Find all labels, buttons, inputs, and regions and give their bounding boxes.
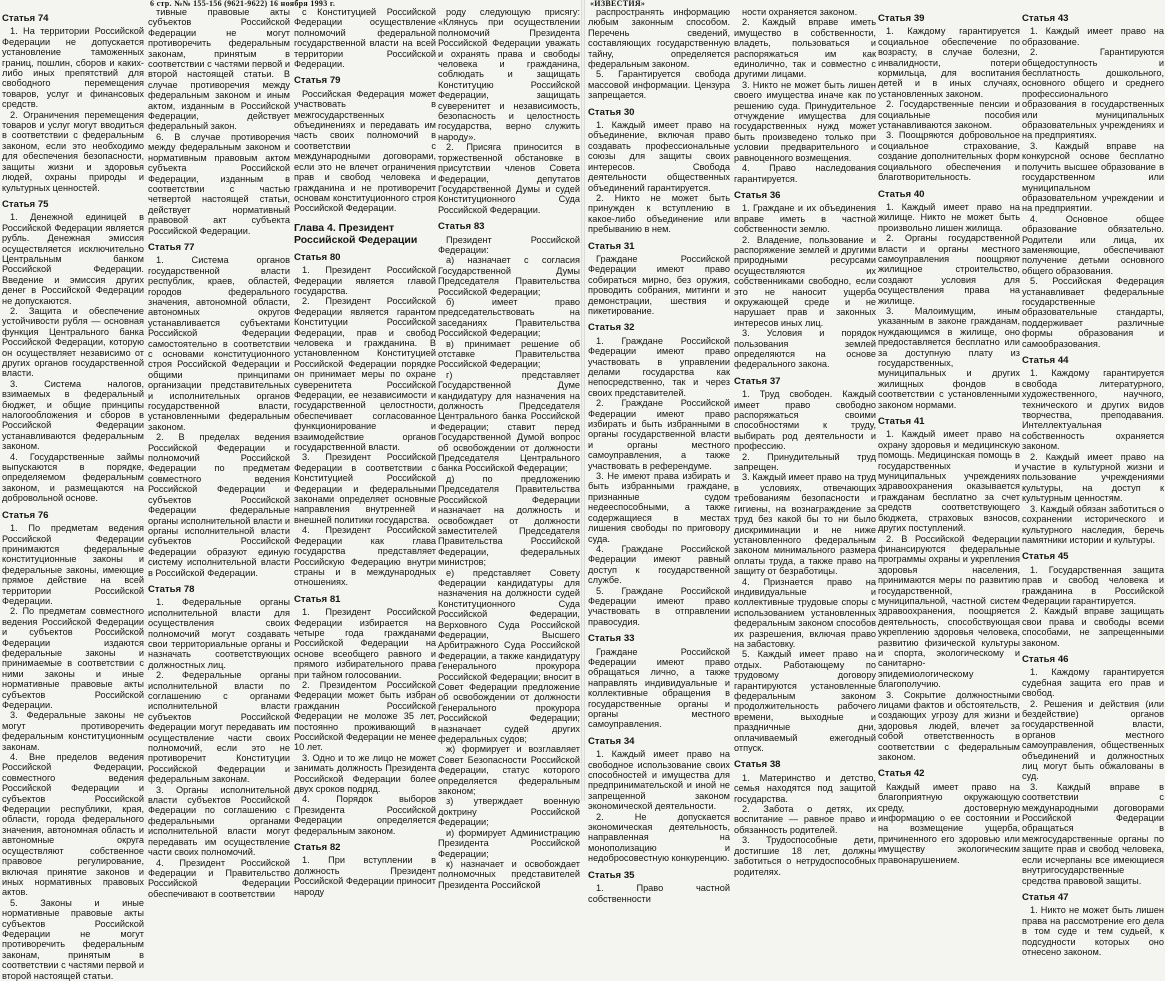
column — [438, 7, 580, 890]
article-title: Статья 74 — [2, 13, 49, 24]
article-paragraph: 3. Органы исполнительной власти субъектов Российской Федерации по соглашению с федеральными органами исполнительной власти могут передавать им осуществление части своих полномочий. — [148, 784, 290, 858]
column — [878, 7, 1020, 865]
page-header: 6 стр. №№ 155-156 (9621-9622) 16 ноября 1993 г. — [150, 0, 336, 8]
article — [294, 76, 436, 213]
article-paragraph: 2. Государственные пенсии и социальные пособия устанавливаются законом. — [878, 99, 1020, 131]
article-paragraph: 3. Малоимущим, иным указанным в законе гражданам, нуждающимся в жилище, оно предоставляется бесплатно или за доступную плату из государственных, муниципальных и других жилищных фондов в соответствии с установленными законом нормами. — [878, 305, 1020, 410]
article-paragraph: 3. Каждый вправе на конкурсной основе бесплатно получить высшее образование в государственном или муниципальном образовательном учреждении и на предприятии. — [1022, 140, 1164, 214]
article-paragraph: 2. Федеральные органы исполнительной власти по соглашению с органами исполнительной власти субъектов Российской Федерации могут передавать им осуществление части своих полномочий, если это не противоречит Конституции Российской Федерации и федеральным законам. — [148, 670, 290, 785]
article-paragraph: 4. Президент Российской Федерации как глава государства представляет Российскую Федерацию внутри страны и в международных отношениях. — [294, 525, 436, 588]
article-paragraph: 2. В пределах ведения Российской Федерации и полномочий Российской Федерации по предметам совместного ведения Российской Федерации и субъектов Российской Федерации федеральные органы исполнительной власти и органы исполнительной власти субъектов Российской Федерации образуют единую систему исполнительной власти в Российской Федерации. — [148, 432, 290, 578]
article — [438, 7, 580, 215]
article — [588, 737, 730, 864]
article-paragraph: 3. Федеральные законы не могут противоречить федеральным конституционным законам. — [2, 710, 144, 752]
article-paragraph: 1. По предметам ведения Российской Федерации принимаются федеральные конституционные законы и федеральные законы, имеющие прямое действие на всей территории Российской Федерации. — [2, 523, 144, 606]
article — [878, 417, 1020, 762]
article-paragraph: 1. Каждому гарантируется судебная защита его прав и свобод. — [1022, 667, 1164, 699]
article — [148, 243, 290, 578]
article — [878, 14, 1020, 183]
article-title: Статья 39 — [878, 13, 925, 24]
right-page — [584, 0, 1165, 957]
article-paragraph: 3. Никто не может быть лишен своего имущества иначе как по решению суда. Принудительное отчуждение имущества для государственных нужд может быть произведено только при условии предварительного и равноценного возмещения. — [734, 79, 876, 163]
article-paragraph: 2. Каждый имеет право на участие в культурной жизни и пользование учреждениями культуры, на доступ к культурным ценностям. — [1022, 451, 1164, 504]
article-paragraph: 2. Президент Российской Федерации является гарантом Конституции Российской Федерации, прав и свобод человека и гражданина. В установленном Конституцией Российской Федерации порядке он принимает меры по охране суверенитета Российской Федерации, ее независимости и государственной целостности, обеспечивает согласованное функционирование и взаимодействие органов государственной власти. — [294, 296, 436, 453]
article — [148, 7, 290, 236]
article-paragraph: 1. Каждый имеет право на жилище. Никто не может быть произвольно лишен жилища. — [878, 201, 1020, 233]
article-paragraph: 2. Защита и обеспечение устойчивости рубля — основная функция Центрального банка Российской Федерации, которую он осуществляет независимо от других органов государственной власти. — [2, 305, 144, 379]
article-paragraph: 1. Каждый имеет право на свободное использование своих способностей и имущества для предпринимательской и иной не запрещенной законом экономической деятельности. — [588, 749, 730, 812]
article-paragraph: 2. В Российской Федерации финансируются федеральные программы охраны и укрепления здоровья населения, принимаются меры по развитию государственной, муниципальной, частной систем здравоохранения, поощряется деятельность, способствующая укреплению здоровья человека, развитию физической культуры и спорта, экологическому и санитарно-эпидемиологическому благополучию. — [878, 533, 1020, 690]
article-paragraph: 1. На территории Российской Федерации не допускается установление таможенных границ, пошлин, сборов и каких-либо иных препятствий для свободного перемещения товаров, услуг и финансовых средств. — [2, 26, 144, 110]
article-title: Статья 76 — [2, 509, 49, 521]
article-paragraph: 2. По предметам совместного ведения Российской Федерации и субъектов Российской Федерации издаются федеральные законы и принимаемые в соответствии с ними законы и иные нормативные правовые акты субъектов Российской Федерации. — [2, 606, 144, 710]
article-paragraph: 1. Денежной единицей в Российской Федерации является рубль. Денежная эмиссия осуществляется исключительно Центральным банком Российской Федерации. Введение и эмиссия других денег в Российской Федерации не допускаются. — [2, 212, 144, 306]
article-paragraph: г) представляет Государственной Думе кандидатуру для назначения на должность Председателя Центрального банка Российской Федерации; ставит перед Государственной Думой вопрос об освобождении от должности Председателя Центрального банка Российской Федерации; — [438, 369, 580, 474]
article-title: Статья 78 — [148, 583, 195, 595]
article-paragraph: 2. Органы государственной власти и органы местного самоуправления поощряют жилищное строительство, создают условия для осуществления права на жилище. — [878, 233, 1020, 306]
article — [294, 843, 436, 897]
article-paragraph: 5. Каждый имеет право на отдых. Работающему по трудовому договору гарантируются установленные федеральным законом продолжительность рабочего времени, выходные и праздничные дни, оплачиваемый ежегодный отпуск. — [734, 649, 876, 754]
article — [588, 7, 730, 101]
article-paragraph: 3. Поощряются добровольное социальное страхование, создание дополнительных форм социального обеспечения и благотворительность. — [878, 130, 1020, 183]
article-title: Статья 77 — [148, 241, 195, 253]
article — [1022, 655, 1164, 886]
column — [588, 7, 730, 904]
article — [148, 585, 290, 899]
article-paragraph: 5. Граждане Российской Федерации имеют право участвовать в отправлении правосудия. — [588, 585, 730, 627]
article-title: Статья 45 — [1022, 551, 1069, 563]
article-paragraph: 1. Федеральные органы исполнительной власти для осуществления своих полномочий могут создавать свои территориальные органы и назначать соответствующих должностных лиц. — [148, 597, 290, 670]
article-paragraph: 1. Каждый имеет право на охрану здоровья и медицинскую помощь. Медицинская помощь в государственных и муниципальных учреждениях здравоохранения оказывается гражданам бесплатно за счет средств соответствующего бюджета, страховых взносов, других поступлений. — [878, 429, 1020, 534]
article — [294, 595, 436, 836]
article-paragraph: 4. Государственные займы выпускаются в порядке, определяемом федеральным законом, и размещаются на добровольной основе. — [2, 451, 144, 504]
column — [148, 7, 290, 899]
article-paragraph: Российская Федерация может участвовать в межгосударственных объединениях и передавать им часть своих полномочий в соответствии с международными договорами, если это не влечет ограничения прав и свобод человека и гражданина и не противоречит основам конституционного строя Российской Федерации. — [294, 88, 436, 214]
article — [588, 323, 730, 627]
article-title: Статья 32 — [588, 322, 635, 334]
article-paragraph: е) представляет Совету Федерации кандидатуры для назначения на должности судей Конституционного Суда Российской Федерации, Верховного Суда Российской Федерации, Высшего Арбитражного Суда Российской Федерации, а также кандидатуру Генерального прокурора Российской Федерации; вносит в Совет Федерации предложение об освобождении от должности Генерального прокурора Российской Федерации; назначает судей других федеральных судов; — [438, 567, 580, 745]
column — [1022, 7, 1164, 957]
article-title: Статья 43 — [1022, 13, 1069, 24]
article — [2, 200, 144, 504]
article-paragraph: з) утверждает военную доктрину Российской Федерации; — [438, 796, 580, 828]
article-paragraph: 2. Принудительный труд запрещен. — [734, 451, 876, 473]
article-paragraph: 4. Президент Российской Федерации и Правительство Российской Федерации обеспечивают в соответствии — [148, 857, 290, 899]
article-paragraph: 3. Каждый имеет право на труд в условиях, отвечающих требованиям безопасности и гигиены, на вознаграждение за труд без какой бы то ни было дискриминации и не ниже установленного федеральным законом минимального размера оплаты труда, а также право на защиту от безработицы. — [734, 472, 876, 577]
article-title: Статья 75 — [2, 198, 49, 210]
article-paragraph: 1. Каждому гарантируется свобода литературного, художественного, научного, технического и других видов творчества, преподавания. Интеллектуальная собственность охраняется законом. — [1022, 368, 1164, 452]
article-paragraph: 2. Решения и действия (или бездействие) органов государственной власти, органов местного самоуправления, общественных объединений и должностных лиц могут быть обжалованы в суд. — [1022, 698, 1164, 782]
article — [438, 222, 580, 890]
article-title: Статья 47 — [1022, 891, 1069, 903]
article-paragraph: 3. Система налогов, взимаемых в федеральный бюджет, и общие принципы налогообложения и сборов в Российской Федерации устанавливаются федеральным законом. — [2, 378, 144, 452]
article — [1022, 552, 1164, 648]
article-paragraph: 4. Признается право на индивидуальные и коллективные трудовые споры с использованием установленных федеральным законом способов их разрешения, включая право на забастовку. — [734, 576, 876, 649]
article-paragraph: 2. Президентом Российской Федерации может быть избран гражданин Российской Федерации не моложе 35 лет, постоянно проживающий в Российской Федерации не менее 10 лет. — [294, 679, 436, 753]
article-title: Статья 41 — [878, 416, 925, 428]
article — [734, 7, 876, 184]
article-title: Статья 40 — [878, 188, 925, 200]
article-title: Статья 46 — [1022, 653, 1069, 665]
article-title: Статья 34 — [588, 735, 635, 747]
article-paragraph: 3. Одно и то же лицо не может занимать должность Президента Российской Федерации более двух сроков подряд. — [294, 752, 436, 795]
article-title: Статья 31 — [588, 240, 635, 252]
article-paragraph: 1. Каждому гарантируется социальное обеспечение по возрасту, в случае болезни, инвалидности, потери кормильца, для воспитания детей и в иных случаях, установленных законом. — [878, 26, 1020, 99]
article — [1022, 893, 1164, 957]
article — [294, 253, 436, 588]
article-paragraph: Граждане Российской Федерации имеют право собираться мирно, без оружия, проводить собрания, митинги и демонстрации, шествия и пикетирование. — [588, 253, 730, 316]
article-title: Статья 30 — [588, 106, 635, 118]
article — [588, 871, 730, 904]
article-title: Статья 33 — [588, 633, 635, 645]
article — [1022, 14, 1164, 349]
article-paragraph: ности охраняется законом. — [742, 7, 858, 17]
article — [588, 242, 730, 317]
article-paragraph: 3. Каждый обязан заботиться о сохранении исторического и культурного наследия, беречь памятники истории и культуры. — [1022, 503, 1164, 545]
article-paragraph: 1. Никто не может быть лишен права на рассмотрение его дела в том суде и тем судьей, к подсудности которых оно отнесено законом. — [1022, 905, 1164, 957]
article-title: Статья 44 — [1022, 355, 1069, 366]
article-paragraph: в) принимает решение об отставке Правительства Российской Федерации; — [438, 338, 580, 370]
article-paragraph: 3. Сокрытие должностными лицами фактов и обстоятельств, создающих угрозу для жизни и здоровья людей, влечет за собой ответственность в соответствии с федеральным законом. — [878, 689, 1020, 763]
article-paragraph: 3. Трудоспособные дети, достигшие 18 лет, должны заботиться о нетрудоспособных родителях. — [734, 835, 876, 877]
article — [588, 108, 730, 235]
article-paragraph: 1. Труд свободен. Каждый имеет право свободно распоряжаться своими способностями к труду, выбирать род деятельности и профессию. — [734, 389, 876, 452]
article-paragraph: 1. Государственная защита прав и свобод человека и гражданина в Российской Федерации гарантируется. — [1022, 564, 1164, 606]
article-title: Статья 81 — [294, 593, 341, 605]
article-paragraph: 1. При вступлении в должность Президент Российской Федерации приносит народу — [294, 855, 436, 897]
article-paragraph: 5. Российская Федерация устанавливает федеральные государственные образовательные стандарты, поддерживает различные формы образования и самообразования. — [1022, 276, 1164, 349]
article-paragraph: 3. Условия и порядок пользования землей определяются на основе федерального закона. — [734, 328, 876, 370]
article-title: Статья 35 — [588, 869, 635, 881]
article-paragraph: и) формирует Администрацию Президента Российской Федерации; — [438, 827, 580, 859]
article — [2, 511, 144, 981]
article-paragraph: 1. Президент Российской Федерации является главой государства. — [294, 265, 436, 296]
article-paragraph: 4. Право наследования гарантируется. — [734, 163, 876, 184]
article-paragraph: 3. Каждый вправе в соответствии с международными договорами Российской Федерации обращаться в межгосударственные органы по защите прав и свобод человека, если исчерпаны все имеющиеся внутригосударственные средства правовой защиты. — [1022, 781, 1164, 886]
article-paragraph: 1. Граждане и их объединения вправе иметь в частной собственности землю. — [734, 203, 876, 235]
article-paragraph: 1. Президент Российской Федерации избирается на четыре года гражданами Российской Федерации на основе всеобщего равного и прямого избирательного права при тайном голосовании. — [294, 607, 436, 680]
article-paragraph: к) назначает и освобождает полномочных представителей Президента Российской — [438, 858, 580, 890]
article-paragraph: 2. Каждый вправе защищать свои права и свободы всеми способами, не запрещенными законом. — [1022, 606, 1164, 648]
article — [1022, 356, 1164, 545]
article-title: Статья 79 — [294, 75, 341, 87]
article-paragraph: 1. Материнство и детство, семья находятся под защитой государства. — [734, 772, 876, 804]
article-paragraph: 4. Основное общее образование обязательно. Родители или лица, их заменяющие, обеспечивают получение детьми основного общего образования. — [1022, 213, 1164, 276]
article-title: Статья 80 — [294, 251, 341, 263]
article-paragraph: 1. Каждый имеет право на объединение, включая право создавать профессиональные союзы для защиты своих интересов. Свобода деятельности общественных объединений гарантируется. — [588, 120, 730, 193]
article-paragraph: 2. Забота о детях, их воспитание — равное право и обязанность родителей. — [734, 804, 876, 835]
article — [588, 634, 730, 730]
article-paragraph: 1. Система органов государственной власти республик, краев, областей, городов федерального значения, автономной области, автономных округов устанавливается субъектами Российской Федерации самостоятельно в соответствии с основами конституционного строя Российской Федерации и общими принципами организации представительных и исполнительных органов государственной власти, установленными федеральным законом. — [148, 255, 290, 432]
article-paragraph: 4. Граждане Российской Федерации имеют равный доступ к государственной службе. — [588, 543, 730, 586]
article-paragraph: ж) формирует и возглавляет Совет Безопасности Российской Федерации, статус которого определяется федеральным законом; — [438, 744, 580, 797]
page-header: «ИЗВЕСТИЯ» — [590, 0, 646, 8]
column — [294, 7, 436, 897]
article-paragraph: 2. Ограничения перемещения товаров и услуг могут вводиться в соответствии с федеральным законом, если это необходимо для обеспечения безопасности, защиты жизни и здоровья людей, охраны природы и культурных ценностей. — [2, 109, 144, 193]
article — [734, 760, 876, 876]
column — [734, 7, 876, 877]
article-paragraph: 1. Право частной собственности — [588, 883, 730, 904]
article-title: Статья 42 — [878, 768, 925, 780]
column — [2, 7, 144, 981]
article — [294, 7, 436, 69]
article-paragraph: 3. Не имеют права избирать и быть избранными граждане, признанные судом недееспособными, а также содержащиеся в местах лишения свободы по приговору суда. — [588, 471, 730, 544]
article-paragraph: 4. Порядок выборов Президента Российской Федерации определяется федеральным законом. — [294, 794, 436, 836]
article-paragraph: 6. В случае противоречия между федеральным законом и нормативным правовым актом субъекта Российской Федерации, изданным в соответствии с частью четвертой настоящей статьи, действует нормативный правовой акт субъекта Российской Федерации. — [148, 131, 290, 236]
article-paragraph: Президент Российской Федерации: — [438, 234, 580, 255]
article-paragraph: 3. Президент Российской Федерации в соответствии с Конституцией Российской Федерации и федеральными законами определяет основные направления внутренней и внешней политики государства. — [294, 452, 436, 525]
article-paragraph: 1. Каждый имеет право на образование. — [1022, 26, 1164, 47]
article-paragraph: 2. Владение, пользование и распоряжение землей и другими природными ресурсами осуществляются их собственниками свободно, если это не наносит ущерба окружающей среде и не нарушает прав и законных интересов иных лиц. — [734, 234, 876, 328]
article-paragraph: 2. Присяга приносится в торжественной обстановке в присутствии членов Совета Федерации, депутатов Государственной Думы и судей Конституционного Суда Российской Федерации. — [438, 142, 580, 215]
article-paragraph: Граждане Российской Федерации имеют право обращаться лично, а также направлять индивидуальные и коллективные обращения в государственные органы и органы местного самоуправления. — [588, 646, 730, 730]
article-paragraph: 2. Никто не может быть принужден к вступлению в какое-либо объединение или пребыванию в нем. — [588, 192, 730, 235]
article-paragraph: с Конституцией Российской Федерации осуществление полномочий федеральной государственной власти на всей территории Российской Федерации. — [294, 7, 436, 70]
article — [734, 377, 876, 754]
article-paragraph: 2. Гарантируются общедоступность и бесплатность дошкольного, основного общего и среднего профессионального образования в государственных или муниципальных образовательных учреждениях и на предприятиях. — [1022, 47, 1164, 141]
article-title: Статья 83 — [438, 221, 485, 233]
article-title: Статья 36 — [734, 189, 781, 201]
article-paragraph: б) имеет право председательствовать на заседаниях Правительства Российской Федерации; — [438, 296, 580, 339]
article-paragraph: 5. Законы и иные нормативные правовые акты субъектов Российской Федерации не могут противоречить федеральным законам, принятым в соответствии с частями первой и второй настоящей статьи. — [2, 897, 144, 981]
article-paragraph: д) по предложению Председателя Правительства Российской Федерации назначает на должность и освобождает от должности заместителей Председателя Правительства Российской Федерации, федеральных министров; — [438, 473, 580, 568]
article-paragraph: 1. Граждане Российской Федерации имеют право участвовать в управлении делами государства как непосредственно, так и через своих представителей. — [588, 335, 730, 398]
article-paragraph: роду следующую присягу: «Клянусь при осуществлении полномочий Президента Российской Федерации уважать и охранять права и свободы человека и гражданина, соблюдать и защищать Конституцию Российской Федерации, защищать суверенитет и независимость, безопасность и целостность государства, верно служить народу». — [438, 7, 580, 142]
article — [2, 14, 144, 193]
article — [878, 190, 1020, 411]
left-page — [0, 0, 582, 981]
article-paragraph: распространять информацию любым законным способом. Перечень сведений, составляющих государственную тайну, определяется федеральным законом. — [588, 7, 730, 70]
article-paragraph: а) назначает с согласия Государственной Думы Председателя Правительства Российской Федерации; — [438, 255, 580, 297]
article-paragraph: 5. Гарантируется свобода массовой информации. Цензура запрещается. — [588, 69, 730, 101]
article — [734, 191, 876, 370]
article-paragraph: 4. Вне пределов ведения Российской Федерации, совместного ведения Российской Федерации и субъектов Российской Федерации республики, края, области, города федерального значения, автономная область и автономные округа осуществляют собственное правовое регулирование, включая принятие законов и иных нормативных правовых актов. — [2, 752, 144, 898]
article-title: Статья 37 — [734, 375, 781, 387]
article-paragraph: 2. Каждый вправе иметь имущество в собственности, владеть, пользоваться и распоряжаться им как единолично, так и совместно с другими лицами. — [734, 17, 876, 80]
article-title: Статья 38 — [734, 759, 781, 771]
article — [878, 769, 1020, 865]
article-title: Статья 82 — [294, 842, 341, 854]
article-paragraph: 2. Граждане Российской Федерации имеют право избирать и быть избранными в органы государственной власти и органы местного самоуправления, а также участвовать в референдуме. — [588, 398, 730, 471]
article-paragraph: Каждый имеет право на благоприятную окружающую среду, достоверную информацию о ее состоянии и на возмещение ущерба, причиненного его здоровью или имуществу экологическим правонарушением. — [878, 781, 1020, 865]
chapter-heading: Глава 4. Президент Российской Федерации — [294, 221, 418, 246]
article-paragraph: 2. Не допускается экономическая деятельность, направленная на монополизацию и недобросовестную конкуренцию. — [588, 811, 730, 864]
article-paragraph: тивные правовые акты субъектов Российской Федерации не могут противоречить федеральным законам, принятым в соответствии с частями первой и второй настоящей статьи. В случае противоречия между федеральным законом и иным актом, изданным в Российской Федерации, действует федеральный закон. — [148, 7, 290, 132]
